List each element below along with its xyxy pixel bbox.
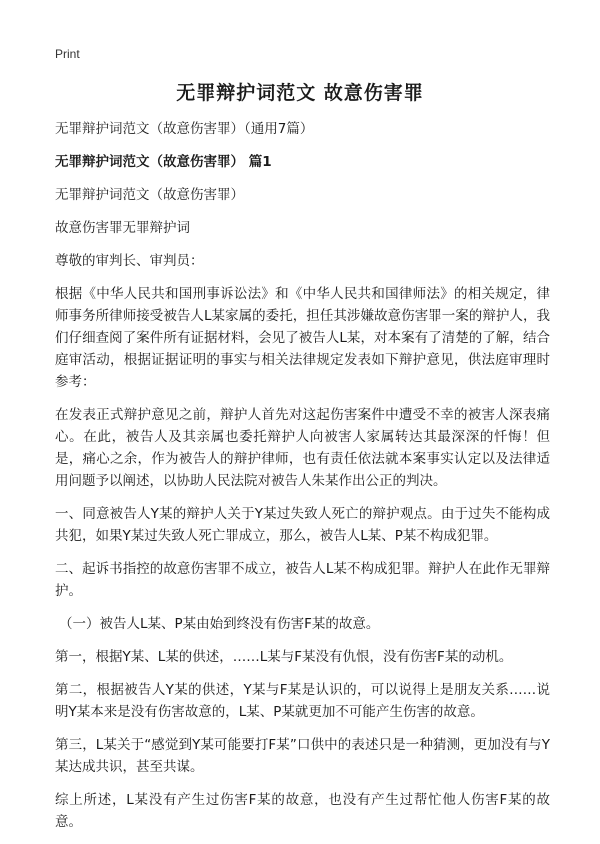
paragraph-second: 第二，根据被告人Y某的供述，Y某与F某是认识的，可以说得上是朋友关系……说明Y某本来是没有伤害故意的，L某、P某就更加不可能产生伤害的故意。: [55, 682, 550, 720]
paragraph-point-2: 二、起诉书指控的故意伤害罪不成立，被告人L某不构成犯罪。辩护人在此作无罪辩护。: [55, 561, 550, 599]
paragraph-2: 故意伤害罪无罪辩护词: [55, 220, 190, 236]
paragraph-third: 第三，L某关于“感觉到Y某可能要打F某”口供中的表述只是一种猜测，更加没有与Y某达成共识，甚至共谋。: [55, 737, 550, 775]
paragraph-1: 无罪辩护词范文（故意伤害罪）: [55, 187, 244, 203]
paragraph-point-1: 一、同意被告人Y某的辩护人关于Y某过失致人死亡的辩护观点。由于过失不能构成共犯，如果Y某过失致人死亡罪成立，那么，被告人L某、P某不构成犯罪。: [55, 506, 550, 544]
document-body: [55, 118, 550, 844]
paragraph-salutation: 尊敬的审判长、审判员：: [55, 253, 204, 269]
paragraph-intro: 根据《中华人民共和国刑事诉讼法》和《中华人民共和国律师法》的相关规定，律师事务所律师接受被告人L某家属的委托，担任其涉嫌故意伤害罪一案的辩护人，我们仔细查阅了案件所有证据材料，会见了被告人L某，对本案有了清楚的了解，结合庭审活动，根据证据证明的事实与相关法律规定发表如下辩护意见，供法庭审理时参考：: [55, 286, 550, 390]
print-label: Print: [55, 47, 80, 61]
paragraph-subpoint-1: （一）被告人L某、P某由始到终没有伤害F某的故意。: [59, 616, 380, 632]
paragraph-first: 第一，根据Y某、L某的供述，……L某与F某没有仇恨，没有伤害F某的动机。: [55, 649, 513, 665]
paragraph-statement: 在发表正式辩护意见之前，辩护人首先对这起伤害案件中遭受不幸的被害人深表痛心。在此，被告人及其亲属也委托辩护人向被害人家属转达其最深深的忏悔！但是，痛心之余，作为被告人的辩护律师，也有责任依法就本案事实认定以及法律适用问题予以阐述，以协助人民法院对被告人朱某作出公正的判决。: [55, 407, 550, 489]
document-subtitle: 无罪辩护词范文（故意伤害罪）（通用7篇）: [55, 121, 314, 137]
section-heading: 无罪辩护词范文（故意伤害罪） 篇1: [55, 154, 272, 170]
paragraph-conclusion: 综上所述，L某没有产生过伤害F某的故意，也没有产生过帮忙他人伤害F某的故意。: [55, 792, 550, 830]
document-title: 无罪辩护词范文 故意伤害罪: [176, 82, 424, 104]
